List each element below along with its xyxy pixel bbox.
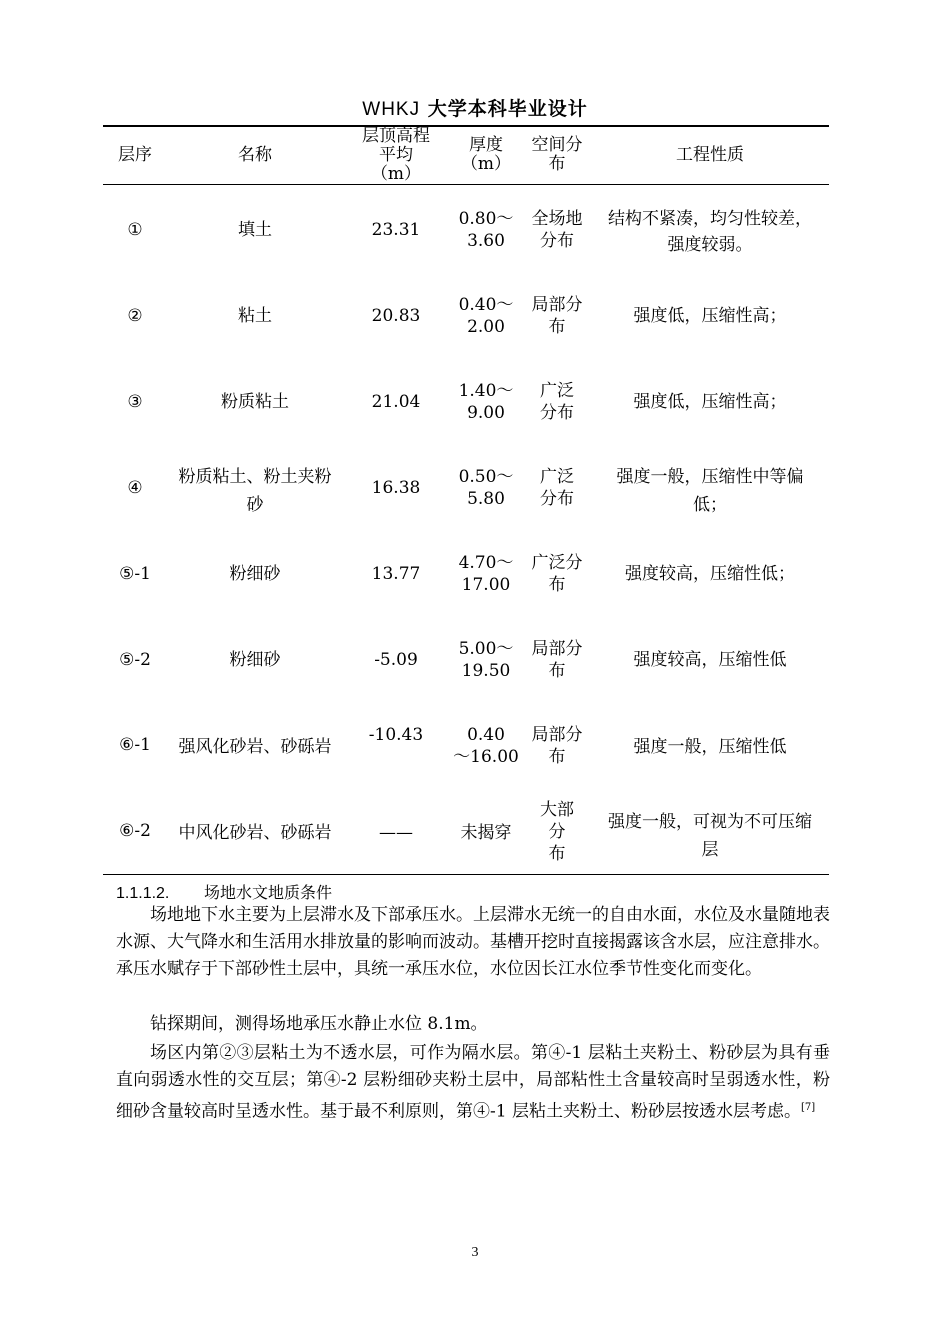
- header-elev: 层顶高程 平均 （m）: [362, 126, 430, 184]
- row-elev: 13.77: [371, 564, 421, 584]
- header-name: 名称: [238, 145, 272, 165]
- row-thick: 1.40～ 9.00: [458, 381, 514, 423]
- body-paragraph: [116, 1011, 830, 1038]
- row-thick: 0.40 ～16.00: [453, 725, 519, 767]
- row-name: 粉细砂: [229, 564, 281, 584]
- row-dist: 广泛 分布: [540, 381, 574, 423]
- paragraph-text: 场地地下水主要为上层滞水及下部承压水。上层滞水无统一的自由水面，水位及水量随地表水源、大气降水和生活用水排放量的影响而波动。基槽开挖时直接揭露该含水层，应注意排水。承压水赋存于下部砂性土层中，具统一承压水位，水位因长江水位季节性变化而变化。: [116, 905, 830, 979]
- citation-reference: [7]: [800, 1102, 816, 1113]
- section-number: 1.1.1.2.: [116, 885, 170, 902]
- row-elev: ——: [379, 823, 413, 843]
- header-thick: 厚度 （m）: [460, 135, 512, 174]
- row-order: ⑥-2: [119, 821, 151, 841]
- row-name: 粉质粘土、粉土夹粉 砂: [178, 467, 332, 515]
- row-dist: 局部分 布: [531, 639, 583, 681]
- row-dist: 全场地 分布: [531, 209, 583, 251]
- row-name: 强风化砂岩、砂砾岩: [178, 737, 332, 757]
- row-elev: -5.09: [374, 650, 418, 670]
- row-thick: 0.50～ 5.80: [458, 467, 514, 509]
- row-dist: 大部 分 布: [540, 800, 574, 864]
- row-thick: 4.70～ 17.00: [458, 553, 514, 595]
- table-bottom-rule: [103, 874, 829, 875]
- header-title: 大学本科毕业设计: [427, 98, 588, 120]
- row-prop: 强度较高，压缩性低；: [625, 564, 795, 584]
- header-dist: 空间分 布: [531, 135, 583, 174]
- paragraph-text: 场区内第②③层粘土为不透水层，可作为隔水层。第④-1 层粘土夹粉土、粉砂层为具有垂直向弱透水性的交互层；第④-2 层粉细砂夹粉土层中，局部粘性土含量较高时呈弱透水性，粉细砂含量较高时呈透水性。基于最不利原则，第④-1 层粘土夹粉土、粉砂层按透水层考虑。: [116, 1043, 830, 1122]
- row-name: 粉质粘土: [221, 392, 289, 412]
- body-paragraph: [116, 1040, 830, 1126]
- row-dist: 局部分 布: [531, 295, 583, 337]
- row-name: 粉细砂: [229, 650, 281, 670]
- table-top-rule: [103, 125, 829, 127]
- row-order: ⑤-1: [119, 564, 151, 584]
- row-prop: 强度低，压缩性高；: [633, 392, 787, 412]
- row-prop: 强度一般，压缩性中等偏 低；: [616, 467, 804, 515]
- row-order: ④: [127, 478, 143, 498]
- row-thick: 未揭穿: [460, 823, 512, 843]
- page-header: [0, 94, 950, 121]
- row-thick: 5.00～ 19.50: [458, 639, 514, 681]
- table-header-rule: [103, 184, 829, 185]
- row-name: 粘土: [238, 306, 272, 326]
- row-prop: 强度较高，压缩性低: [633, 650, 787, 670]
- row-prop: 强度一般，可视为不可压缩 层: [608, 812, 812, 860]
- row-elev: -10.43: [368, 725, 424, 745]
- row-dist: 广泛 分布: [540, 467, 574, 509]
- header-order: 层序: [118, 145, 152, 165]
- row-elev: 21.04: [371, 392, 421, 412]
- row-order: ②: [127, 306, 143, 326]
- body-paragraph: [116, 902, 830, 983]
- row-dist: 局部分 布: [531, 725, 583, 767]
- row-elev: 16.38: [371, 478, 421, 498]
- row-order: ①: [127, 220, 143, 240]
- row-elev: 23.31: [371, 220, 421, 240]
- row-elev: 20.83: [371, 306, 421, 326]
- row-prop: 强度低，压缩性高；: [633, 306, 787, 326]
- row-order: ⑥-1: [119, 735, 151, 755]
- header-prop: 工程性质: [676, 145, 744, 165]
- row-dist: 广泛分 布: [531, 553, 583, 595]
- header-latin: WHKJ: [362, 99, 421, 120]
- row-prop: 强度一般，压缩性低: [633, 737, 787, 757]
- row-order: ⑤-2: [119, 650, 151, 670]
- row-order: ③: [127, 392, 143, 412]
- section-heading: [116, 880, 332, 903]
- row-thick: 0.80～ 3.60: [458, 209, 514, 251]
- page-number: 3: [471, 1245, 479, 1260]
- row-name: 中风化砂岩、砂砾岩: [178, 823, 332, 843]
- row-prop: 结构不紧凑，均匀性较差， 强度较弱。: [608, 209, 812, 255]
- paragraph-text: 钻探期间，测得场地承压水静止水位 8.1m。: [150, 1014, 488, 1034]
- section-title: 场地水文地质条件: [204, 883, 333, 902]
- row-name: 填土: [238, 220, 272, 240]
- row-thick: 0.40～ 2.00: [458, 295, 514, 337]
